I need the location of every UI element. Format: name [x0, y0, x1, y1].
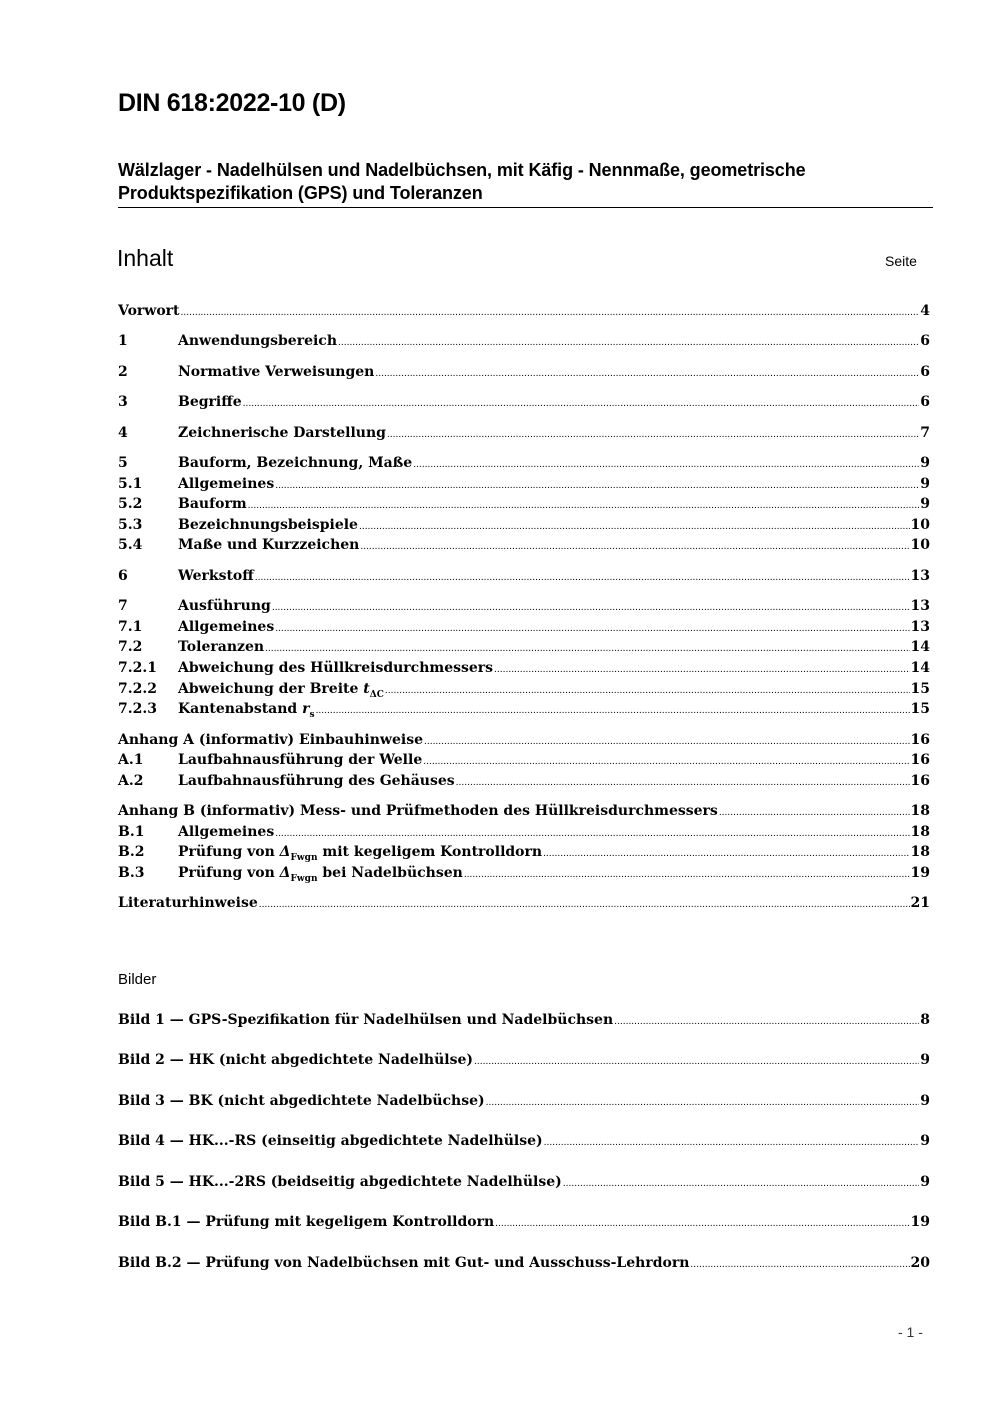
toc-entry-number: 7.1 [118, 619, 143, 635]
toc-entry-title: Literaturhinweise [118, 895, 258, 911]
toc-entry[interactable] [118, 752, 930, 772]
toc-entry-annex[interactable] [118, 732, 930, 752]
toc-entry[interactable] [118, 455, 930, 475]
toc-entry[interactable] [118, 681, 930, 701]
toc-entry-number: 1 [118, 333, 128, 349]
figure-entry-page: 9 [920, 1093, 930, 1109]
toc-entry-title: Allgemeines [178, 476, 275, 492]
toc-entry-page: 16 [910, 732, 930, 748]
math-symbol: Δ [279, 865, 291, 881]
toc-entry-page: 6 [920, 364, 930, 380]
toc-entry-page: 10 [910, 517, 930, 533]
toc-entry-page: 14 [910, 639, 930, 655]
toc-entry[interactable] [118, 496, 930, 516]
toc-entry[interactable] [118, 824, 930, 844]
toc-entry-number: B.1 [118, 824, 145, 840]
toc-entry-title: Prüfung von $\Delta_{Fwgn}$ mit kegeligem Kontrolldorn [178, 844, 543, 863]
math-symbol: r [302, 701, 310, 717]
toc-entry[interactable] [118, 701, 930, 721]
document-id: DIN 618:2022-10 (D) [118, 89, 346, 117]
math-subscript: s [309, 709, 315, 720]
toc-entry-page: 6 [920, 394, 930, 410]
toc-entry-number: 4 [118, 425, 128, 441]
toc-entry-title: Maße und Kurzzeichen [178, 537, 360, 553]
toc-entry-page: 9 [920, 476, 930, 492]
figure-entry-title: Bild B.1 — Prüfung mit kegeligem Kontrolldorn [118, 1214, 495, 1230]
toc-entry-number: 7.2.3 [118, 701, 157, 717]
toc-entry-number: A.2 [118, 773, 144, 789]
toc-heading: Inhalt [117, 245, 174, 271]
toc-entry-page: 14 [910, 660, 930, 676]
toc-entry[interactable] [118, 333, 930, 353]
toc-entry-title: Bauform, Bezeichnung, Maße [178, 455, 413, 471]
toc-entry-page: 18 [910, 803, 930, 819]
toc-entry-page: 7 [920, 425, 930, 441]
figure-entry-page: 8 [920, 1012, 930, 1028]
toc-entry[interactable] [118, 537, 930, 557]
toc-entry[interactable] [118, 568, 930, 588]
figure-entry-title: Bild 4 — HK...-RS (einseitig abgedichtete Nadelhülse) [118, 1133, 543, 1149]
toc-entry-page: 13 [910, 619, 930, 635]
figure-entry-title: Bild 5 — HK...-2RS (beidseitig abgedichtete Nadelhülse) [118, 1174, 562, 1190]
figure-entry-page: 9 [920, 1052, 930, 1068]
toc-entry-page: 18 [910, 844, 930, 860]
math-symbol: Δ [279, 844, 291, 860]
toc-entry-title: Ausführung [178, 598, 271, 614]
toc-entry-title: Prüfung von $\Delta_{Fwgn}$ bei Nadelbüchsen [178, 865, 463, 884]
figures-heading: Bilder [118, 971, 157, 988]
toc-entry-page: 16 [910, 752, 930, 768]
figure-entry-page: 9 [920, 1174, 930, 1190]
toc-entry-title: Laufbahnausführung der Welle [178, 752, 423, 768]
figure-entry[interactable] [118, 1093, 930, 1113]
page-number: - 1 - [898, 1324, 923, 1340]
toc-entry-bibliography[interactable] [118, 895, 930, 915]
figure-entry-page: 19 [910, 1214, 930, 1230]
toc-entry[interactable] [118, 773, 930, 793]
toc-entry-number: 5.4 [118, 537, 143, 553]
toc-entry[interactable] [118, 660, 930, 680]
toc-entry-page: 21 [910, 895, 930, 911]
toc-entry-number: 3 [118, 394, 128, 410]
toc-entry-title: Abweichung der Breite $t_{\Delta C}$ [178, 681, 384, 700]
toc-entry-title: Laufbahnausführung des Gehäuses [178, 773, 455, 789]
toc-entry-page: 13 [910, 568, 930, 584]
toc-entry[interactable] [118, 865, 930, 885]
toc-entry-number: 5.2 [118, 496, 143, 512]
toc-entry-page: 10 [910, 537, 930, 553]
toc-entry-number: 7 [118, 598, 128, 614]
toc-entry-title: Kantenabstand $r_s$ [178, 701, 315, 720]
toc-entry-page: 6 [920, 333, 930, 349]
toc-entry[interactable] [118, 364, 930, 384]
toc-entry[interactable] [118, 425, 930, 445]
toc-entry-title: Anhang B (informativ) Mess- und Prüfmethoden des Hüllkreisdurchmessers [118, 803, 718, 819]
toc-entry-title: Begriffe [178, 394, 242, 410]
figure-entry[interactable] [118, 1174, 930, 1194]
figure-entry-page: 9 [920, 1133, 930, 1149]
math-subscript: ΔC [369, 689, 384, 700]
figure-entry[interactable] [118, 1012, 930, 1032]
toc-entry-title: Anwendungsbereich [178, 333, 337, 349]
toc-entry-number: A.1 [118, 752, 144, 768]
toc-entry-number: 6 [118, 568, 128, 584]
toc-entry-number: B.3 [118, 865, 145, 881]
toc-entry-page: 15 [910, 701, 930, 717]
toc-entry-title: Abweichung des Hüllkreisdurchmessers [178, 660, 494, 676]
figure-entry[interactable] [118, 1255, 930, 1275]
toc-entry-title: Normative Verweisungen [178, 364, 375, 380]
figure-entry[interactable] [118, 1133, 930, 1153]
figure-entry-title: Bild 3 — BK (nicht abgedichtete Nadelbüchse) [118, 1093, 485, 1109]
toc-entry[interactable] [118, 517, 930, 537]
toc-entry[interactable] [118, 639, 930, 659]
toc-entry-page: 13 [910, 598, 930, 614]
toc-entry-title: Werkstoff [178, 568, 254, 584]
toc-entry-title: Bezeichnungsbeispiele [178, 517, 358, 533]
toc-entry-number: 5.1 [118, 476, 143, 492]
math-subscript: Fwgn [290, 852, 318, 863]
figure-entry-title: Bild 2 — HK (nicht abgedichtete Nadelhülse) [118, 1052, 474, 1068]
toc-entry-number: 5 [118, 455, 128, 471]
toc-entry-title: Toleranzen [178, 639, 265, 655]
toc-entry-number: B.2 [118, 844, 145, 860]
toc-entry-number: 5.3 [118, 517, 143, 533]
toc-entry-number: 7.2 [118, 639, 143, 655]
toc-entry-title: Bauform [178, 496, 247, 512]
toc-entry[interactable] [118, 476, 930, 496]
toc-entry-page: 16 [910, 773, 930, 789]
math-symbol: t [363, 681, 370, 697]
toc-entry-page: 15 [910, 681, 930, 697]
document-title: Wälzlager - Nadelhülsen und Nadelbüchsen, mit Käfig - Nennmaße, geometrische Produktspezifikation (GPS) und Toleranzen [118, 159, 933, 208]
toc-entry-annex[interactable] [118, 803, 930, 823]
toc-entry-title: Zeichnerische Darstellung [178, 425, 386, 441]
toc-entry-title: Allgemeines [178, 619, 275, 635]
figure-entry[interactable] [118, 1214, 930, 1234]
figure-entry[interactable] [118, 1052, 930, 1072]
toc-entry[interactable] [118, 844, 930, 864]
toc-entry-page: 18 [910, 824, 930, 840]
toc-page-column-label: Seite [885, 253, 917, 269]
math-subscript: Fwgn [290, 873, 318, 884]
toc-entry-title: Vorwort [118, 303, 180, 319]
toc-entry-number: 7.2.2 [118, 681, 157, 697]
toc-entry-number: 2 [118, 364, 128, 380]
toc-entry-page: 4 [920, 303, 930, 319]
toc-entry-page: 9 [920, 455, 930, 471]
toc-entry-number: 7.2.1 [118, 660, 157, 676]
toc-entry-page: 19 [910, 865, 930, 881]
toc-entry-page: 9 [920, 496, 930, 512]
toc-entry[interactable] [118, 598, 930, 618]
figure-entry-page: 20 [910, 1255, 930, 1271]
toc-entry[interactable] [118, 394, 930, 414]
toc-entry[interactable] [118, 619, 930, 639]
toc-entry-vorwort[interactable] [118, 303, 930, 323]
figure-entry-title: Bild B.2 — Prüfung von Nadelbüchsen mit Gut- und Ausschuss-Lehrdorn [118, 1255, 690, 1271]
toc-entry-title: Anhang A (informativ) Einbauhinweise [118, 732, 423, 748]
figure-entry-title: Bild 1 — GPS-Spezifikation für Nadelhülsen und Nadelbüchsen [118, 1012, 614, 1028]
toc-entry-title: Allgemeines [178, 824, 275, 840]
